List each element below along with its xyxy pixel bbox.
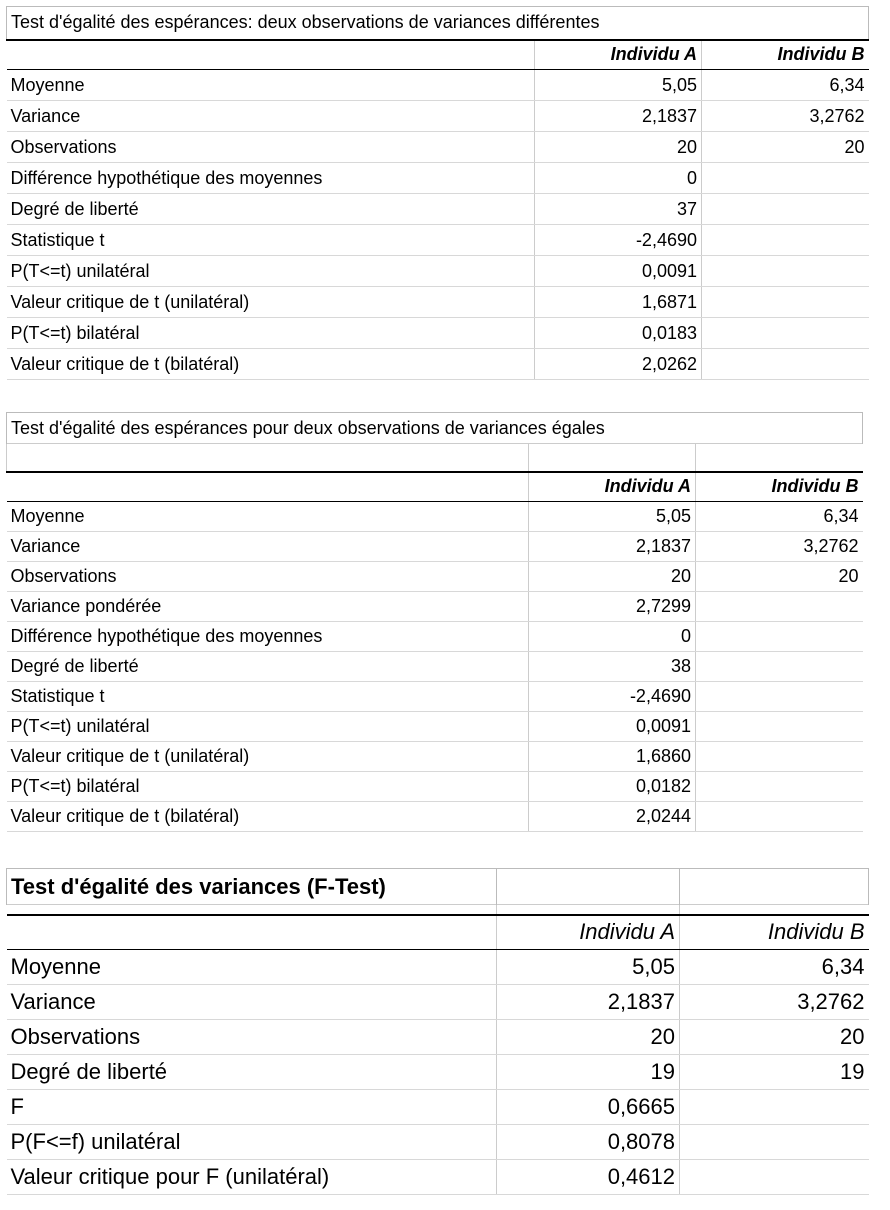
row-label-cell[interactable]: Valeur critique de t (bilatéral) — [7, 802, 529, 832]
individu-a-value-cell[interactable]: 0,0091 — [535, 256, 702, 287]
column-header-row — [7, 915, 869, 950]
table-title-row — [7, 413, 863, 444]
individu-b-value-cell[interactable]: 3,2762 — [680, 985, 869, 1020]
t-test-equal-variances-table — [6, 412, 863, 832]
blank-cell[interactable] — [7, 905, 497, 915]
table-body — [7, 869, 869, 950]
table-rows — [7, 70, 869, 380]
table-row — [7, 1020, 869, 1055]
table-row — [7, 318, 869, 349]
table-row — [7, 225, 869, 256]
individu-a-value-cell[interactable]: 5,05 — [529, 502, 696, 532]
row-label-cell[interactable]: P(F<=f) unilatéral — [7, 1125, 497, 1160]
individu-b-value-cell[interactable]: 20 — [702, 132, 869, 163]
individu-b-value-cell[interactable] — [702, 349, 869, 380]
table-row — [7, 1160, 869, 1195]
column-header-row — [7, 40, 869, 70]
individu-a-value-cell[interactable]: 2,1837 — [535, 101, 702, 132]
individu-a-value-cell[interactable]: 0,6665 — [497, 1090, 680, 1125]
individu-a-value-cell[interactable]: 2,1837 — [529, 532, 696, 562]
column-header-individu-a[interactable]: Individu A — [535, 40, 702, 70]
table-title-row — [7, 7, 869, 40]
blank-cell[interactable] — [680, 905, 869, 915]
row-label-cell[interactable]: Moyenne — [7, 950, 497, 985]
individu-a-value-cell[interactable]: 0,4612 — [497, 1160, 680, 1195]
individu-b-value-cell[interactable] — [702, 318, 869, 349]
individu-b-value-cell[interactable] — [702, 194, 869, 225]
row-label-cell[interactable]: P(T<=t) bilatéral — [7, 318, 535, 349]
blank-cell[interactable] — [696, 444, 863, 472]
header-empty-cell[interactable] — [7, 40, 535, 70]
row-label-cell[interactable]: Variance — [7, 532, 529, 562]
table-row — [7, 163, 869, 194]
row-label-cell[interactable]: Valeur critique de t (unilatéral) — [7, 287, 535, 318]
individu-a-value-cell[interactable]: 20 — [535, 132, 702, 163]
individu-b-value-cell[interactable]: 6,34 — [680, 950, 869, 985]
table-rows — [7, 950, 869, 1195]
blank-cell[interactable] — [7, 444, 529, 472]
individu-b-value-cell[interactable] — [696, 712, 863, 742]
individu-b-value-cell[interactable] — [702, 256, 869, 287]
table-row — [7, 502, 863, 532]
table-title[interactable]: Test d'égalité des variances (F-Test) — [7, 869, 497, 905]
blank-row — [7, 905, 869, 915]
row-label-cell[interactable]: Moyenne — [7, 502, 529, 532]
table-title[interactable]: Test d'égalité des espérances pour deux observations de variances égales — [7, 413, 863, 444]
individu-b-value-cell[interactable]: 19 — [680, 1055, 869, 1090]
row-label-cell[interactable]: P(T<=t) unilatéral — [7, 256, 535, 287]
row-label-cell[interactable]: Valeur critique pour F (unilatéral) — [7, 1160, 497, 1195]
t-test-unequal-variances-table — [6, 6, 869, 380]
table-row — [7, 742, 863, 772]
row-label-cell[interactable]: F — [7, 1090, 497, 1125]
row-label-cell[interactable]: Différence hypothétique des moyennes — [7, 622, 529, 652]
individu-b-value-cell[interactable] — [696, 742, 863, 772]
individu-b-value-cell[interactable] — [696, 592, 863, 622]
row-label-cell[interactable]: Degré de liberté — [7, 652, 529, 682]
table-title-row — [7, 869, 869, 905]
row-label-cell[interactable]: Variance pondérée — [7, 592, 529, 622]
row-label-cell[interactable]: Différence hypothétique des moyennes — [7, 163, 535, 194]
individu-b-value-cell[interactable]: 3,2762 — [696, 532, 863, 562]
individu-a-value-cell[interactable]: 37 — [535, 194, 702, 225]
individu-b-value-cell[interactable] — [696, 772, 863, 802]
individu-b-value-cell[interactable]: 3,2762 — [702, 101, 869, 132]
table-row — [7, 682, 863, 712]
individu-b-value-cell[interactable] — [680, 1160, 869, 1195]
table-row — [7, 1090, 869, 1125]
individu-b-value-cell[interactable]: 6,34 — [696, 502, 863, 532]
row-label-cell[interactable]: Observations — [7, 562, 529, 592]
header-empty-cell[interactable] — [7, 915, 497, 950]
individu-a-value-cell[interactable]: 20 — [529, 562, 696, 592]
row-label-cell[interactable]: Valeur critique de t (bilatéral) — [7, 349, 535, 380]
table-row — [7, 1125, 869, 1160]
blank-cell[interactable] — [529, 444, 696, 472]
table-row — [7, 101, 869, 132]
individu-a-value-cell[interactable]: 1,6871 — [535, 287, 702, 318]
title-empty-cell[interactable] — [680, 869, 869, 905]
individu-a-value-cell[interactable]: 0,0091 — [529, 712, 696, 742]
row-label-cell[interactable]: Degré de liberté — [7, 1055, 497, 1090]
individu-b-value-cell[interactable] — [696, 682, 863, 712]
table-row — [7, 772, 863, 802]
table-row — [7, 532, 863, 562]
row-label-cell[interactable]: Degré de liberté — [7, 194, 535, 225]
table-row — [7, 256, 869, 287]
individu-b-value-cell[interactable] — [696, 622, 863, 652]
row-label-cell[interactable]: Observations — [7, 132, 535, 163]
individu-b-value-cell[interactable]: 6,34 — [702, 70, 869, 101]
f-test-variances-table — [6, 868, 869, 1195]
column-header-individu-a[interactable]: Individu A — [497, 915, 680, 950]
row-label-cell[interactable]: Statistique t — [7, 682, 529, 712]
row-label-cell[interactable]: Variance — [7, 985, 497, 1020]
column-header-individu-a[interactable]: Individu A — [529, 472, 696, 502]
table-row — [7, 349, 869, 380]
individu-b-value-cell[interactable] — [702, 163, 869, 194]
column-header-individu-b[interactable]: Individu B — [696, 472, 863, 502]
title-empty-cell[interactable] — [497, 869, 680, 905]
table-title[interactable]: Test d'égalité des espérances: deux observations de variances différentes — [7, 7, 869, 40]
table-body — [7, 7, 869, 70]
individu-a-value-cell[interactable]: 2,0262 — [535, 349, 702, 380]
individu-a-value-cell[interactable]: 0,0183 — [535, 318, 702, 349]
individu-a-value-cell[interactable]: 0,0182 — [529, 772, 696, 802]
table-row — [7, 592, 863, 622]
individu-b-value-cell[interactable]: 20 — [696, 562, 863, 592]
table-row — [7, 562, 863, 592]
row-label-cell[interactable]: Observations — [7, 1020, 497, 1055]
individu-a-value-cell[interactable]: 0 — [535, 163, 702, 194]
individu-a-value-cell[interactable]: 5,05 — [535, 70, 702, 101]
table-row — [7, 287, 869, 318]
individu-a-value-cell[interactable]: 1,6860 — [529, 742, 696, 772]
individu-a-value-cell[interactable]: 19 — [497, 1055, 680, 1090]
row-label-cell[interactable]: Statistique t — [7, 225, 535, 256]
table-row — [7, 622, 863, 652]
table-row — [7, 132, 869, 163]
table-row — [7, 802, 863, 832]
individu-b-value-cell[interactable]: 20 — [680, 1020, 869, 1055]
row-label-cell[interactable]: Valeur critique de t (unilatéral) — [7, 742, 529, 772]
individu-a-value-cell[interactable]: 38 — [529, 652, 696, 682]
column-header-row — [7, 472, 863, 502]
header-empty-cell[interactable] — [7, 472, 529, 502]
individu-b-value-cell[interactable] — [702, 225, 869, 256]
table-row — [7, 712, 863, 742]
table-row — [7, 985, 869, 1020]
individu-a-value-cell[interactable]: 0,8078 — [497, 1125, 680, 1160]
table-row — [7, 652, 863, 682]
individu-b-value-cell[interactable] — [696, 802, 863, 832]
individu-b-value-cell[interactable] — [702, 287, 869, 318]
row-label-cell[interactable]: Moyenne — [7, 70, 535, 101]
individu-b-value-cell[interactable] — [680, 1125, 869, 1160]
row-label-cell[interactable]: P(T<=t) bilatéral — [7, 772, 529, 802]
individu-a-value-cell[interactable]: 5,05 — [497, 950, 680, 985]
blank-cell[interactable] — [497, 905, 680, 915]
individu-a-value-cell[interactable]: -2,4690 — [529, 682, 696, 712]
blank-row — [7, 444, 863, 472]
individu-a-value-cell[interactable]: 2,7299 — [529, 592, 696, 622]
table-row — [7, 950, 869, 985]
individu-b-value-cell[interactable] — [680, 1090, 869, 1125]
individu-a-value-cell[interactable]: 2,1837 — [497, 985, 680, 1020]
column-header-individu-b[interactable]: Individu B — [702, 40, 869, 70]
row-label-cell[interactable]: P(T<=t) unilatéral — [7, 712, 529, 742]
table-row — [7, 194, 869, 225]
individu-a-value-cell[interactable]: 20 — [497, 1020, 680, 1055]
table-rows — [7, 502, 863, 832]
individu-a-value-cell[interactable]: 2,0244 — [529, 802, 696, 832]
table-row — [7, 1055, 869, 1090]
row-label-cell[interactable]: Variance — [7, 101, 535, 132]
individu-a-value-cell[interactable]: -2,4690 — [535, 225, 702, 256]
individu-a-value-cell[interactable]: 0 — [529, 622, 696, 652]
table-body — [7, 413, 863, 502]
table-row — [7, 70, 869, 101]
column-header-individu-b[interactable]: Individu B — [680, 915, 869, 950]
individu-b-value-cell[interactable] — [696, 652, 863, 682]
